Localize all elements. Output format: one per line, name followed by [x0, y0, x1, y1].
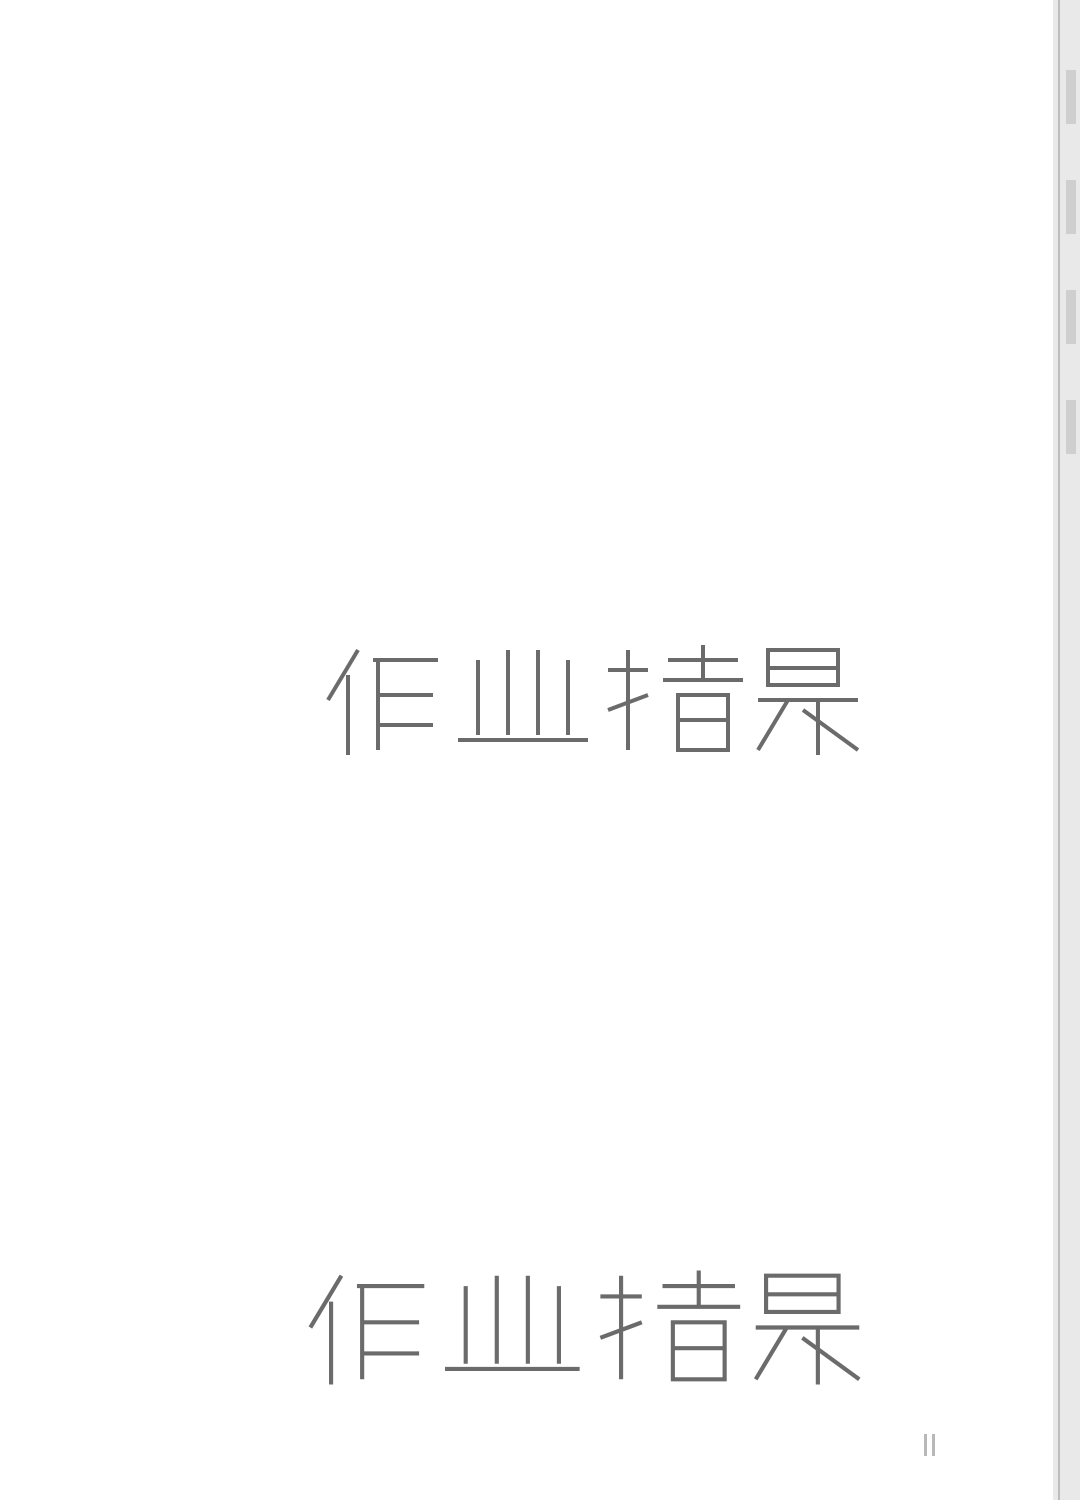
footer-divider — [932, 1434, 935, 1456]
edge-tab — [1066, 180, 1076, 234]
edge-tab — [1066, 400, 1076, 454]
watermark-stamp — [300, 1265, 880, 1390]
watermark-stamp — [318, 640, 878, 760]
edge-tab — [1066, 290, 1076, 344]
page-edge-line — [1058, 0, 1060, 1500]
edge-tab — [1066, 70, 1076, 124]
footer-divider — [924, 1434, 927, 1456]
